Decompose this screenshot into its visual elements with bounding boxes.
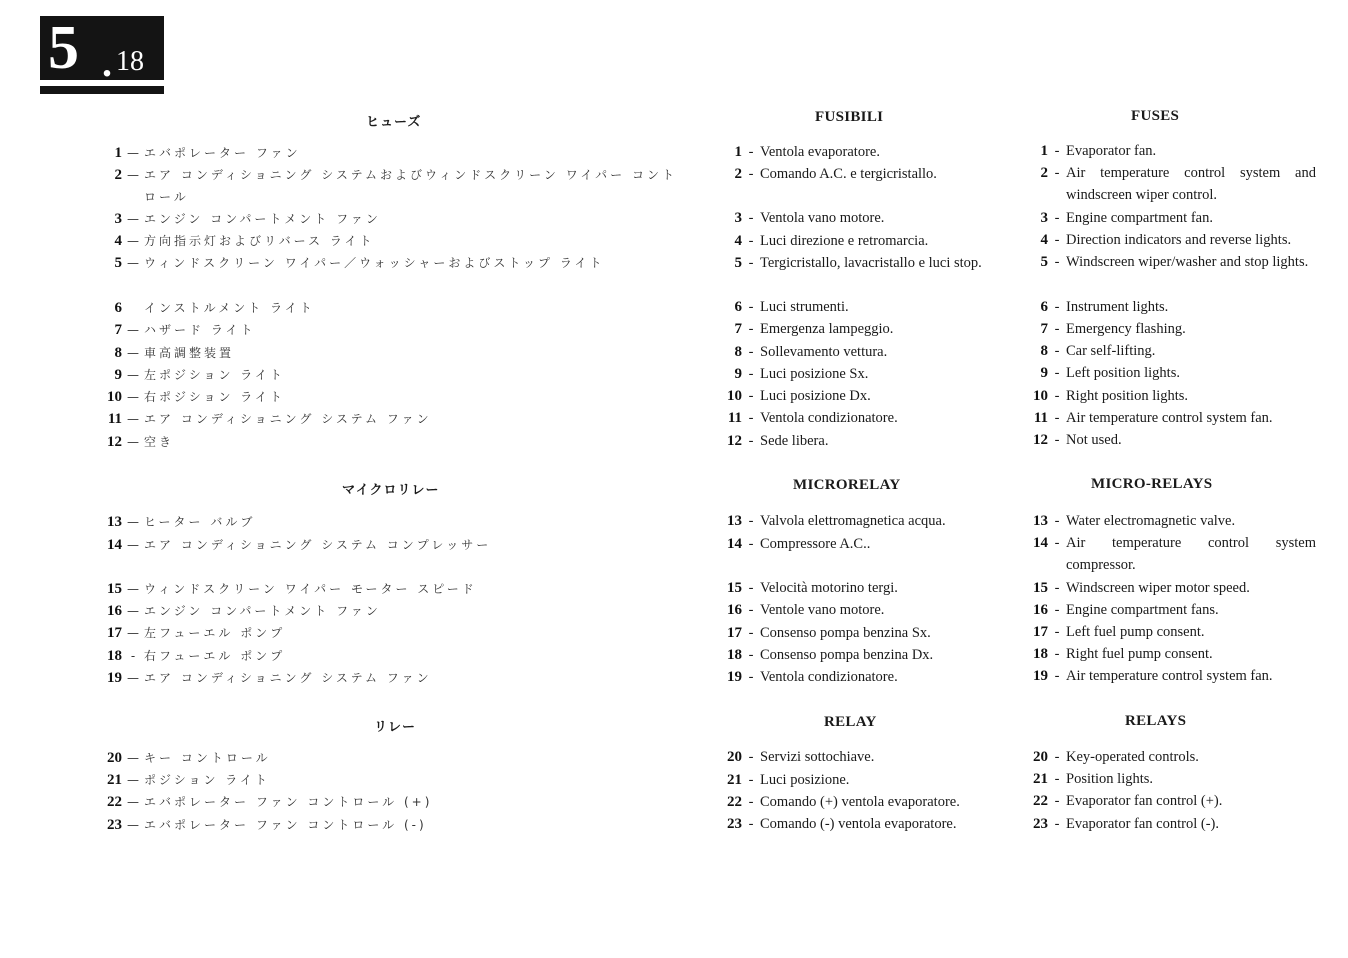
item-number: 13 — [107, 514, 122, 530]
page-number-dot: . — [102, 40, 112, 85]
item-text: ウィンドスクリーン ワイパー モーター スピード — [144, 582, 477, 596]
item-number: 19 — [1033, 668, 1048, 684]
page-number-badge — [40, 14, 164, 85]
item-separator: — — [127, 626, 139, 640]
item-text: Right position lights. — [1066, 388, 1189, 404]
item-separator: - — [748, 255, 754, 271]
item-separator: - — [1054, 793, 1060, 809]
item-number: 1 — [1040, 143, 1048, 159]
list-item — [104, 230, 689, 252]
item-text: 車高調整装置 — [144, 346, 235, 360]
item-number: 9 — [1040, 365, 1048, 381]
item-number: 6 — [114, 300, 122, 316]
list-item — [104, 667, 689, 689]
item-text: ウィンドスクリーン ワイパー／ウォッシャーおよびストップ ライト — [144, 256, 605, 270]
item-text: エア コンディショニング システムおよびウィンドスクリーン ワイパー コントロール — [144, 168, 677, 204]
item-separator: — — [127, 346, 139, 360]
list-item — [1018, 296, 1316, 318]
heading-microrelays-jp: マイクロリレー — [342, 483, 440, 498]
item-number: 11 — [727, 410, 742, 426]
item-separator: — — [127, 390, 139, 404]
item-separator: - — [1054, 143, 1060, 159]
item-separator: - — [1054, 321, 1060, 337]
item-separator: — — [127, 515, 139, 529]
item-text: 左フューエル ポンプ — [144, 626, 286, 640]
item-text: Luci direzione e retromarcia. — [760, 233, 929, 249]
item-number: 14 — [1033, 535, 1048, 551]
list-item — [712, 252, 1012, 274]
item-number: 21 — [107, 772, 122, 788]
item-text: Position lights. — [1066, 771, 1154, 787]
item-text: 左ポジション ライト — [144, 368, 285, 382]
list-item — [712, 163, 1012, 185]
list-item — [1018, 510, 1316, 532]
item-text: Engine compartment fan. — [1066, 210, 1213, 226]
item-number: 23 — [727, 816, 742, 832]
item-separator: - — [1054, 254, 1060, 270]
item-separator: - — [748, 749, 754, 765]
list-item — [104, 769, 689, 791]
item-number: 4 — [1040, 232, 1048, 248]
item-number: 10 — [1033, 388, 1048, 404]
item-separator: — — [127, 168, 139, 182]
list-item — [1018, 429, 1316, 451]
item-number: 4 — [114, 233, 122, 249]
item-separator: - — [748, 321, 754, 337]
item-number: 7 — [1040, 321, 1048, 337]
item-text: 方向指示灯およびリバース ライト — [144, 234, 375, 248]
item-number: 15 — [727, 580, 742, 596]
item-separator: - — [748, 580, 754, 596]
item-number: 5 — [114, 255, 122, 271]
list-item — [1018, 813, 1316, 835]
list-item — [712, 746, 1012, 768]
item-text: Air temperature control system compressor. — [1066, 535, 1316, 573]
item-separator: — — [127, 604, 139, 618]
list-item — [104, 431, 689, 453]
item-text: Car self-lifting. — [1066, 343, 1156, 359]
item-text: ヒーター バルブ — [144, 515, 256, 529]
item-separator: — — [127, 368, 139, 382]
list-item — [104, 319, 689, 341]
item-separator: - — [748, 388, 754, 404]
item-number: 8 — [114, 345, 122, 361]
item-text: Compressore A.C.. — [760, 536, 871, 552]
item-number: 23 — [1033, 816, 1048, 832]
item-number: 1 — [734, 144, 742, 160]
item-text: 右ポジション ライト — [144, 390, 285, 404]
list-item — [1018, 790, 1316, 812]
item-separator: - — [748, 513, 754, 529]
list-item — [712, 577, 1012, 599]
list-item — [104, 386, 689, 408]
item-separator: - — [748, 166, 754, 182]
item-separator: - — [1054, 771, 1060, 787]
list-item — [104, 814, 689, 836]
item-text: Tergicristallo, lavacristallo e luci stop. — [760, 255, 982, 271]
item-separator: - — [1054, 210, 1060, 226]
item-text: Comando (-) ventola evaporatore. — [760, 816, 957, 832]
item-number: 11 — [1033, 410, 1048, 426]
item-separator: - — [1054, 646, 1060, 662]
item-text: エバポレーター ファン — [144, 146, 301, 160]
item-number: 23 — [107, 817, 122, 833]
list-item — [1018, 385, 1316, 407]
item-separator: - — [1054, 580, 1060, 596]
page-number-main: 5 — [48, 14, 79, 82]
item-number: 15 — [107, 581, 122, 597]
item-text: Emergenza lampeggio. — [760, 321, 894, 337]
list-item — [104, 342, 689, 364]
list-item — [104, 645, 689, 667]
item-number: 12 — [1033, 432, 1048, 448]
item-number: 14 — [727, 536, 742, 552]
list-item — [712, 533, 1012, 555]
item-number: 16 — [727, 602, 742, 618]
item-separator: - — [748, 344, 754, 360]
list-item — [1018, 577, 1316, 599]
item-text: Ventola condizionatore. — [760, 410, 898, 426]
item-text: Ventola condizionatore. — [760, 669, 898, 685]
item-number: 21 — [727, 772, 742, 788]
item-number: 20 — [107, 750, 122, 766]
item-number: 5 — [1040, 254, 1048, 270]
item-number: 3 — [114, 211, 122, 227]
item-text: Left fuel pump consent. — [1066, 624, 1205, 640]
item-separator: — — [127, 773, 139, 787]
item-text: Windscreen wiper motor speed. — [1066, 580, 1250, 596]
heading-fuses-jp: ヒューズ — [366, 115, 422, 130]
list-item — [712, 407, 1012, 429]
item-number: 9 — [734, 366, 742, 382]
item-separator: - — [748, 816, 754, 832]
item-separator: — — [127, 582, 139, 596]
list-item — [712, 430, 1012, 452]
item-text: Air temperature control system and windscreen wiper control. — [1066, 165, 1316, 203]
list-item — [712, 363, 1012, 385]
item-number: 2 — [114, 167, 122, 183]
list-item — [104, 364, 689, 386]
badge-underline — [40, 86, 164, 94]
list-item — [104, 622, 689, 644]
item-text: エア コンディショニング システム ファン — [144, 412, 432, 426]
item-separator: — — [127, 412, 139, 426]
item-separator: - — [748, 233, 754, 249]
item-text: Right fuel pump consent. — [1066, 646, 1213, 662]
list-item — [104, 208, 689, 230]
item-separator: - — [748, 669, 754, 685]
item-text: Luci strumenti. — [760, 299, 849, 315]
list-item — [1018, 665, 1316, 687]
list-item — [1018, 599, 1316, 621]
list-item — [1018, 318, 1316, 340]
item-number: 16 — [107, 603, 122, 619]
list-item — [104, 600, 689, 622]
item-text: Velocità motorino tergi. — [760, 580, 898, 596]
item-separator: — — [127, 818, 139, 832]
item-number: 2 — [1040, 165, 1048, 181]
list-item — [104, 534, 689, 556]
item-number: 17 — [1033, 624, 1048, 640]
item-separator: — — [127, 323, 139, 337]
item-text: エンジン コンパートメント ファン — [144, 212, 381, 226]
item-text: Evaporator fan control (+). — [1066, 793, 1223, 809]
item-number: 6 — [734, 299, 742, 315]
item-separator: - — [130, 649, 136, 663]
item-separator: - — [748, 647, 754, 663]
item-text: Evaporator fan control (-). — [1066, 816, 1219, 832]
list-item — [712, 599, 1012, 621]
item-number: 3 — [1040, 210, 1048, 226]
item-number: 13 — [1033, 513, 1048, 529]
item-text: Comando (+) ventola evaporatore. — [760, 794, 960, 810]
item-separator: - — [1054, 299, 1060, 315]
heading-relays-it: RELAY — [824, 714, 877, 730]
item-text: Not used. — [1066, 432, 1122, 448]
list-item — [712, 813, 1012, 835]
item-text: エア コンディショニング システム ファン — [144, 671, 432, 685]
list-item — [1018, 251, 1316, 273]
item-separator: — — [127, 435, 139, 449]
item-text: Sollevamento vettura. — [760, 344, 888, 360]
list-item — [712, 644, 1012, 666]
item-number: 19 — [727, 669, 742, 685]
item-number: 17 — [107, 625, 122, 641]
item-number: 9 — [114, 367, 122, 383]
item-text: Luci posizione Dx. — [760, 388, 871, 404]
page-number-sub: 18 — [116, 46, 144, 77]
item-separator: — — [127, 538, 139, 552]
list-item — [104, 511, 689, 533]
item-separator: - — [1054, 343, 1060, 359]
list-item — [1018, 362, 1316, 384]
item-text: Sede libera. — [760, 433, 829, 449]
list-item — [712, 207, 1012, 229]
item-number: 15 — [1033, 580, 1048, 596]
item-number: 8 — [1040, 343, 1048, 359]
item-separator: — — [127, 671, 139, 685]
list-item — [104, 297, 689, 319]
item-separator: - — [748, 366, 754, 382]
item-number: 2 — [734, 166, 742, 182]
item-number: 21 — [1033, 771, 1048, 787]
item-text: Luci posizione Sx. — [760, 366, 869, 382]
list-item — [104, 791, 689, 813]
item-separator: - — [748, 433, 754, 449]
item-number: 7 — [114, 322, 122, 338]
heading-relays-jp: リレー — [374, 720, 417, 735]
item-text: Air temperature control system fan. — [1066, 668, 1273, 684]
item-text: Key-operated controls. — [1066, 749, 1199, 765]
list-item — [104, 164, 689, 208]
item-number: 4 — [734, 233, 742, 249]
list-item — [712, 230, 1012, 252]
item-text: 空き — [144, 435, 175, 449]
item-number: 16 — [1033, 602, 1048, 618]
heading-fuses-en: FUSES — [1131, 108, 1180, 124]
item-number: 22 — [107, 794, 122, 810]
list-item — [712, 341, 1012, 363]
item-text: Left position lights. — [1066, 365, 1180, 381]
item-text: Valvola elettromagnetica acqua. — [760, 513, 946, 529]
list-item — [1018, 746, 1316, 768]
item-separator: - — [1054, 232, 1060, 248]
item-number: 17 — [727, 625, 742, 641]
item-number: 10 — [107, 389, 122, 405]
item-text: Consenso pompa benzina Dx. — [760, 647, 934, 663]
item-text: Water electromagnetic valve. — [1066, 513, 1236, 529]
item-separator: - — [1054, 624, 1060, 640]
item-separator: - — [1054, 749, 1060, 765]
list-item — [1018, 140, 1316, 162]
item-text: Ventola vano motore. — [760, 210, 885, 226]
item-text: Ventola evaporatore. — [760, 144, 880, 160]
item-text: Instrument lights. — [1066, 299, 1169, 315]
list-item — [1018, 407, 1316, 429]
list-item — [712, 769, 1012, 791]
list-item — [1018, 768, 1316, 790]
item-text: ハザード ライト — [144, 323, 256, 337]
item-text: ポジション ライト — [144, 773, 270, 787]
list-item — [1018, 643, 1316, 665]
list-item — [104, 252, 689, 274]
heading-fuses-it: FUSIBILI — [815, 109, 884, 125]
item-number: 5 — [734, 255, 742, 271]
list-item — [1018, 162, 1316, 206]
item-text: エア コンディショニング システム コンプレッサー — [144, 538, 492, 552]
item-separator: - — [1054, 602, 1060, 618]
list-item — [104, 408, 689, 430]
item-separator: — — [127, 256, 139, 270]
list-item — [712, 791, 1012, 813]
item-text: Ventole vano motore. — [760, 602, 885, 618]
item-separator: - — [1054, 668, 1060, 684]
item-separator: — — [127, 212, 139, 226]
item-text: Windscreen wiper/washer and stop lights. — [1066, 254, 1309, 270]
item-separator: - — [748, 410, 754, 426]
item-number: 7 — [734, 321, 742, 337]
item-separator: - — [1054, 816, 1060, 832]
list-item — [1018, 207, 1316, 229]
item-number: 19 — [107, 670, 122, 686]
list-item — [712, 666, 1012, 688]
item-number: 18 — [1033, 646, 1048, 662]
item-text: Comando A.C. e tergicristallo. — [760, 166, 937, 182]
item-separator: - — [748, 602, 754, 618]
list-item — [1018, 621, 1316, 643]
item-number: 8 — [734, 344, 742, 360]
item-number: 1 — [114, 145, 122, 161]
item-text: Engine compartment fans. — [1066, 602, 1219, 618]
item-number: 13 — [727, 513, 742, 529]
item-separator: - — [748, 144, 754, 160]
item-number: 18 — [107, 648, 122, 664]
list-item — [104, 578, 689, 600]
list-item — [712, 510, 1012, 532]
item-text: インストルメント ライト — [144, 301, 315, 315]
item-number: 18 — [727, 647, 742, 663]
item-separator: - — [1054, 165, 1060, 181]
item-separator: - — [1054, 365, 1060, 381]
item-separator: - — [748, 299, 754, 315]
item-text: エバポレーター ファン コントロール (-) — [144, 818, 427, 832]
item-number: 12 — [727, 433, 742, 449]
item-text: 右フューエル ポンプ — [144, 649, 286, 663]
item-number: 22 — [727, 794, 742, 810]
item-separator: - — [1054, 535, 1060, 551]
item-separator: — — [127, 795, 139, 809]
item-number: 20 — [727, 749, 742, 765]
item-number: 22 — [1033, 793, 1048, 809]
item-number: 14 — [107, 537, 122, 553]
list-item — [712, 296, 1012, 318]
item-separator: — — [127, 234, 139, 248]
item-text: エバポレーター ファン コントロール (+) — [144, 795, 433, 809]
list-item — [712, 318, 1012, 340]
list-item — [104, 747, 689, 769]
item-text: Luci posizione. — [760, 772, 850, 788]
item-separator: - — [748, 625, 754, 641]
list-item — [1018, 229, 1316, 251]
item-separator: - — [748, 210, 754, 226]
list-item — [712, 385, 1012, 407]
item-text: Direction indicators and reverse lights. — [1066, 232, 1292, 248]
heading-relays-en: RELAYS — [1125, 713, 1187, 729]
item-separator: - — [1054, 410, 1060, 426]
item-text: Air temperature control system fan. — [1066, 410, 1273, 426]
item-separator: — — [127, 751, 139, 765]
list-item — [1018, 532, 1316, 576]
item-separator: - — [748, 794, 754, 810]
heading-microrelays-en: MICRO-RELAYS — [1091, 476, 1213, 492]
item-separator: — — [127, 146, 139, 160]
item-number: 3 — [734, 210, 742, 226]
item-text: Consenso pompa benzina Sx. — [760, 625, 931, 641]
item-number: 10 — [727, 388, 742, 404]
item-text: Evaporator fan. — [1066, 143, 1157, 159]
item-number: 6 — [1040, 299, 1048, 315]
item-separator: - — [1054, 513, 1060, 529]
item-text: エンジン コンパートメント ファン — [144, 604, 381, 618]
item-text: Servizi sottochiave. — [760, 749, 875, 765]
list-item — [712, 622, 1012, 644]
list-item — [1018, 340, 1316, 362]
item-separator: - — [1054, 388, 1060, 404]
item-number: 11 — [107, 411, 122, 427]
list-item — [104, 142, 689, 164]
item-separator: - — [748, 772, 754, 788]
item-separator: - — [748, 536, 754, 552]
item-separator: - — [1054, 432, 1060, 448]
heading-microrelays-it: MICRORELAY — [793, 477, 901, 493]
item-text: キー コントロール — [144, 751, 271, 765]
list-item — [712, 141, 1012, 163]
item-text: Emergency flashing. — [1066, 321, 1186, 337]
item-number: 20 — [1033, 749, 1048, 765]
item-number: 12 — [107, 434, 122, 450]
